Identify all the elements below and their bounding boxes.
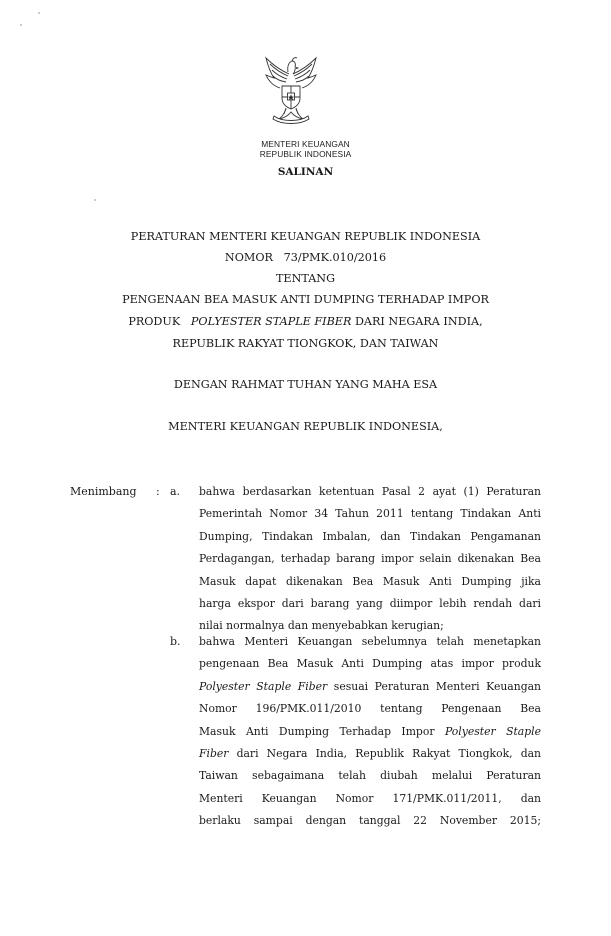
item-b-line: pengenaan Bea Masuk Anti Dumping atas impor produk bbox=[199, 657, 541, 671]
item-b-line bbox=[199, 743, 541, 765]
item-b-line-start: Masuk Anti Dumping Terhadap Impor bbox=[199, 724, 445, 738]
item-b-line bbox=[199, 676, 541, 698]
issuer-statement: MENTERI KEUANGAN REPUBLIK INDONESIA, bbox=[168, 420, 443, 433]
grace-statement: DENGAN RAHMAT TUHAN YANG MAHA ESA bbox=[173, 378, 438, 391]
item-a-line: Perdagangan, terhadap barang impor selain dikenakan Bea bbox=[199, 552, 541, 566]
about-label: TENTANG bbox=[275, 272, 336, 285]
scan-speck bbox=[94, 199, 96, 201]
item-b-text bbox=[199, 631, 541, 833]
number-label: NOMOR bbox=[224, 251, 273, 264]
item-b-line: Taiwan sebagaimana telah diubah melalui Peraturan bbox=[199, 769, 541, 783]
ministry-name-line2: REPUBLIK INDONESIA bbox=[259, 149, 352, 159]
subject-product-name: POLYESTER STAPLE FIBER bbox=[190, 315, 352, 328]
item-a-text bbox=[199, 481, 541, 638]
item-b-line-rest: sesuai Peraturan Menteri Keuangan bbox=[327, 679, 541, 693]
item-a-line: nilai normalnya dan menyebabkan kerugian; bbox=[199, 619, 444, 633]
item-b-marker: b. bbox=[170, 635, 181, 648]
product-name-italic: Polyester Staple Fiber bbox=[199, 679, 328, 693]
ministry-name-line1: MENTERI KEUANGAN bbox=[261, 139, 350, 149]
item-b-line-rest: dari Negara India, Republik Rakyat Tiongkok, dan bbox=[228, 746, 541, 760]
subject-line-2 bbox=[0, 315, 611, 329]
considering-label: Menimbang bbox=[70, 485, 137, 498]
product-name-italic: Fiber bbox=[199, 746, 229, 760]
item-b-line bbox=[199, 721, 541, 743]
number-value: 73/PMK.010/2016 bbox=[283, 251, 387, 264]
regulation-title: PERATURAN MENTERI KEUANGAN REPUBLIK INDONESIA bbox=[130, 230, 481, 243]
item-b-line: Menteri Keuangan Nomor 171/PMK.011/2011, dan bbox=[199, 791, 541, 805]
subject-line-2-start: PRODUK bbox=[128, 315, 181, 328]
item-a-marker: a. bbox=[170, 485, 181, 498]
subject-line-1: PENGENAAN BEA MASUK ANTI DUMPING TERHADAP IMPOR bbox=[122, 293, 489, 306]
subject-line-2-end: DARI NEGARA INDIA, bbox=[354, 315, 483, 328]
scan-speck bbox=[38, 12, 40, 14]
subject-line-3: REPUBLIK RAKYAT TIONGKOK, DAN TAIWAN bbox=[172, 337, 439, 350]
scan-speck bbox=[20, 24, 22, 26]
copy-mark: SALINAN bbox=[277, 166, 334, 178]
item-b-line: Nomor 196/PMK.011/2010 tentang Pengenaan Bea bbox=[199, 702, 541, 716]
regulation-number bbox=[0, 251, 611, 265]
item-a-line: bahwa berdasarkan ketentuan Pasal 2 ayat (1) Peraturan bbox=[199, 485, 541, 498]
item-b-line: bahwa Menteri Keuangan sebelumnya telah menetapkan bbox=[199, 635, 541, 648]
item-a-line: Pemerintah Nomor 34 Tahun 2011 tentang Tindakan Anti bbox=[199, 507, 541, 521]
item-b-line: berlaku sampai dengan tanggal 22 November 2015; bbox=[199, 814, 541, 828]
item-a-line: harga ekspor dari barang yang diimpor lebih rendah dari bbox=[199, 596, 541, 610]
product-name-italic: Polyester Staple bbox=[444, 724, 541, 738]
considering-colon: : bbox=[156, 485, 160, 498]
garuda-emblem-icon bbox=[262, 52, 320, 126]
item-a-line: Dumping, Tindakan Imbalan, dan Tindakan Pengamanan bbox=[199, 529, 541, 543]
item-a-line: Masuk dapat dikenakan Bea Masuk Anti Dumping jika bbox=[199, 574, 541, 588]
